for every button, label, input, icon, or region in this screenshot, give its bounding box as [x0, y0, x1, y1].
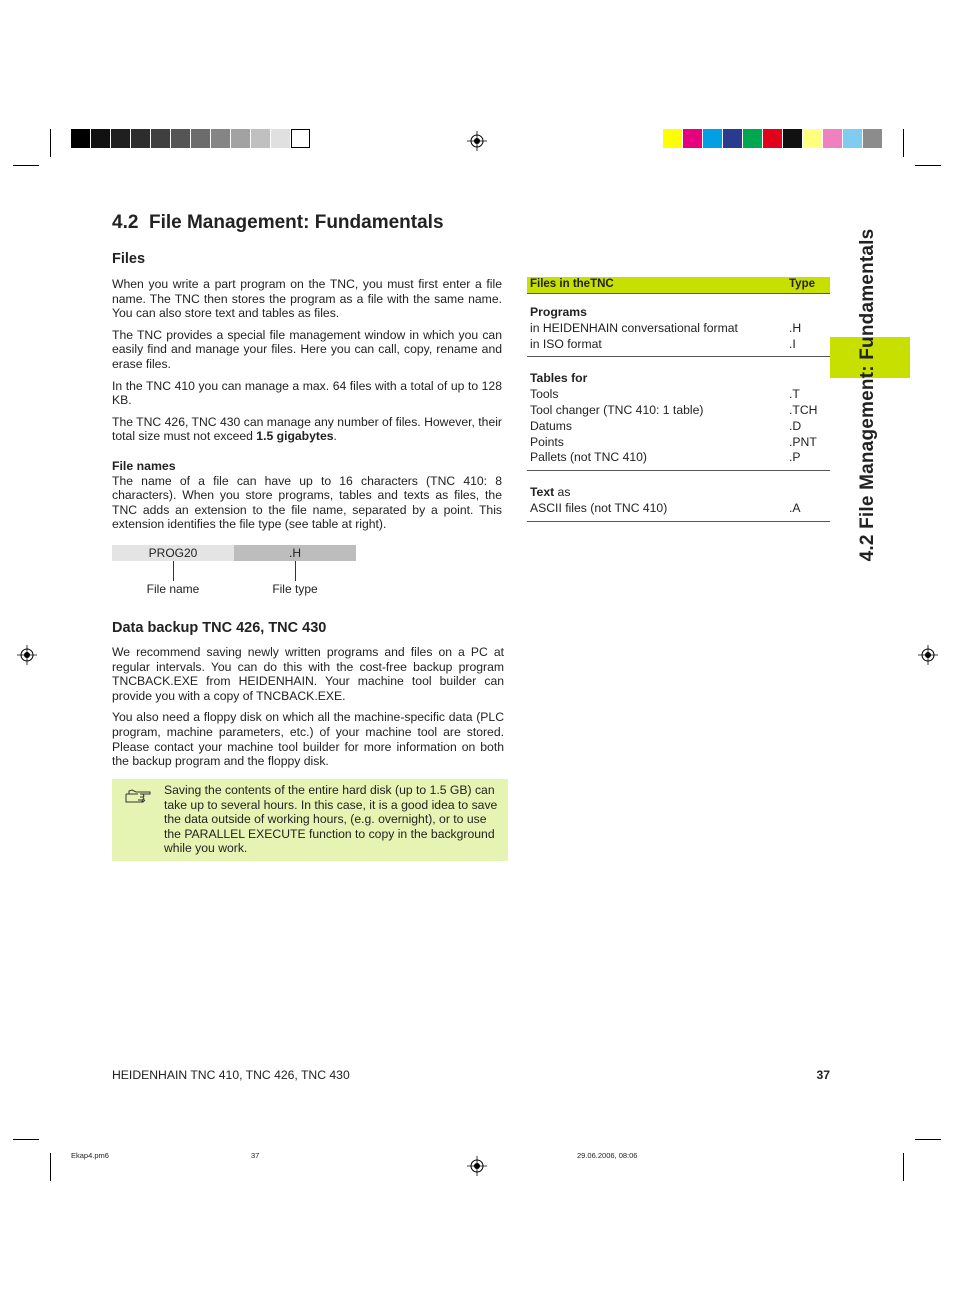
color-swatch	[683, 129, 702, 148]
note-text: Saving the contents of the entire hard disk (up to 1.5 GB) can take up to several hours. In this case, it is a good idea to save the data outside of working hours, (e.g. overnight), or to use the PARALLEL EXECUTE function to copy in the background while you work.	[164, 783, 498, 856]
filename-name-box: PROG20	[112, 545, 234, 561]
gray-swatch	[191, 129, 210, 148]
backup-paragraph-1: We recommend saving newly written programs and files on a PC at regular intervals. You can do this with the cost-free backup program TNCBACK.EXE from HEIDENHAIN. Your machine tool builder can provide you with a copy of TNCBACK.EXE.	[112, 645, 504, 703]
files-paragraph-3: In the TNC 410 you can manage a max. 64 files with a total of up to 128 KB.	[112, 378, 502, 408]
color-swatch	[783, 129, 802, 148]
file-types-table-header	[527, 277, 830, 293]
table-row-extension: .A	[789, 501, 801, 515]
table-row-label: Datums	[530, 418, 572, 433]
files-paragraph-2: The TNC provides a special file management window in which you can easily find and manage your files. Here you can call, copy, rename and erase files.	[112, 327, 502, 371]
connector-line	[173, 561, 174, 581]
table-header-files: Files in theTNC	[530, 278, 614, 290]
table-row-extension: .I	[789, 336, 796, 351]
files-heading: Files	[112, 251, 146, 267]
table-row-label: Tools	[530, 387, 559, 402]
table-row-label: Pallets (not TNC 410)	[530, 450, 647, 465]
pointing-hand-icon	[124, 785, 152, 805]
table-group-title	[530, 371, 587, 385]
gray-swatch	[211, 129, 230, 148]
footer-title: HEIDENHAIN TNC 410, TNC 426, TNC 430	[112, 1068, 350, 1082]
color-swatch	[763, 129, 782, 148]
registration-mark-icon	[467, 131, 487, 151]
color-swatch	[863, 129, 882, 148]
table-row-extension: .H	[789, 320, 802, 335]
files-body	[112, 277, 502, 532]
slug-page: 37	[251, 1151, 260, 1160]
group-title-suffix: as	[554, 485, 571, 500]
gray-swatch	[271, 129, 290, 148]
table-row-label: ASCII files (not TNC 410)	[530, 501, 668, 515]
backup-body	[112, 645, 504, 769]
gray-swatch	[231, 129, 250, 148]
group-title-text: Tables for	[530, 371, 588, 386]
color-swatch	[843, 129, 862, 148]
table-rule	[527, 470, 830, 471]
table-header-type: Type	[789, 278, 815, 290]
table-row-label: Points	[530, 434, 564, 449]
group-title-text: Programs	[530, 305, 587, 319]
connector-line	[295, 561, 296, 581]
file-name-label: File name	[146, 582, 200, 596]
registration-mark-icon	[467, 1156, 487, 1176]
table-row-label: Tool changer (TNC 410: 1 table)	[530, 403, 704, 417]
gray-swatch	[251, 129, 270, 148]
color-swatch	[703, 129, 722, 148]
table-row-extension: .PNT	[789, 434, 817, 449]
color-swatch	[743, 129, 762, 148]
files-paragraph-1: When you write a part program on the TNC, you must first enter a file name. The TNC then stores the program as a file with the same name. You can also store text and tables as files.	[112, 277, 502, 321]
table-row-label: in HEIDENHAIN conversational format	[530, 320, 738, 335]
gray-swatch	[91, 129, 110, 148]
page-number: 37	[816, 1068, 830, 1082]
table-rule	[527, 521, 830, 522]
table-row-extension: .P	[789, 450, 801, 465]
gray-swatch	[171, 129, 190, 148]
backup-paragraph-2: You also need a floppy disk on which all the machine-specific data (PLC program, machine parameters, etc.) of your machine tool are stored. Please contact your machine tool builder for more information on both the backup program and the floppy disk.	[112, 710, 504, 769]
color-swatch	[803, 129, 822, 148]
table-row-extension: .TCH	[789, 403, 818, 417]
table-row-label: in ISO format	[530, 336, 602, 351]
file-names-paragraph: The name of a file can have up to 16 characters (TNC 410: 8 characters). When you store programs, tables and texts as files, the TNC adds an extension to the file name, separated by a point. This extension identifies the file type (see table at right).	[112, 473, 502, 532]
registration-mark-icon	[918, 645, 938, 665]
page-title: 4.2 File Management: Fundamentals	[112, 212, 444, 233]
color-swatch	[663, 129, 682, 148]
table-group-title	[530, 305, 587, 319]
file-type-label: File type	[272, 582, 318, 596]
slug-filename: Ekap4.pm6	[71, 1151, 109, 1160]
table-row-extension: .D	[789, 418, 802, 433]
color-swatch	[723, 129, 742, 148]
gray-swatch	[131, 129, 150, 148]
gray-swatch	[111, 129, 130, 148]
group-title-text: Text	[530, 485, 555, 500]
table-rule	[527, 356, 830, 357]
gray-swatch	[71, 129, 90, 148]
backup-heading: Data backup TNC 426, TNC 430	[112, 620, 327, 636]
filename-extension-box: .H	[234, 545, 356, 561]
slug-date: 29.06.2006, 08:06	[577, 1151, 638, 1160]
gray-swatch	[151, 129, 170, 148]
file-names-heading: File names	[112, 458, 176, 473]
gray-swatch	[291, 129, 310, 148]
table-rule	[527, 293, 830, 294]
table-group-title	[530, 485, 570, 499]
table-row-extension: .T	[789, 387, 800, 402]
color-swatch	[823, 129, 842, 148]
registration-mark-icon	[17, 645, 37, 665]
note-box	[112, 779, 508, 861]
files-paragraph-4: The TNC 426, TNC 430 can manage any number of files. However, their total size must not exceed 1.5 gigabytes.	[112, 414, 502, 444]
